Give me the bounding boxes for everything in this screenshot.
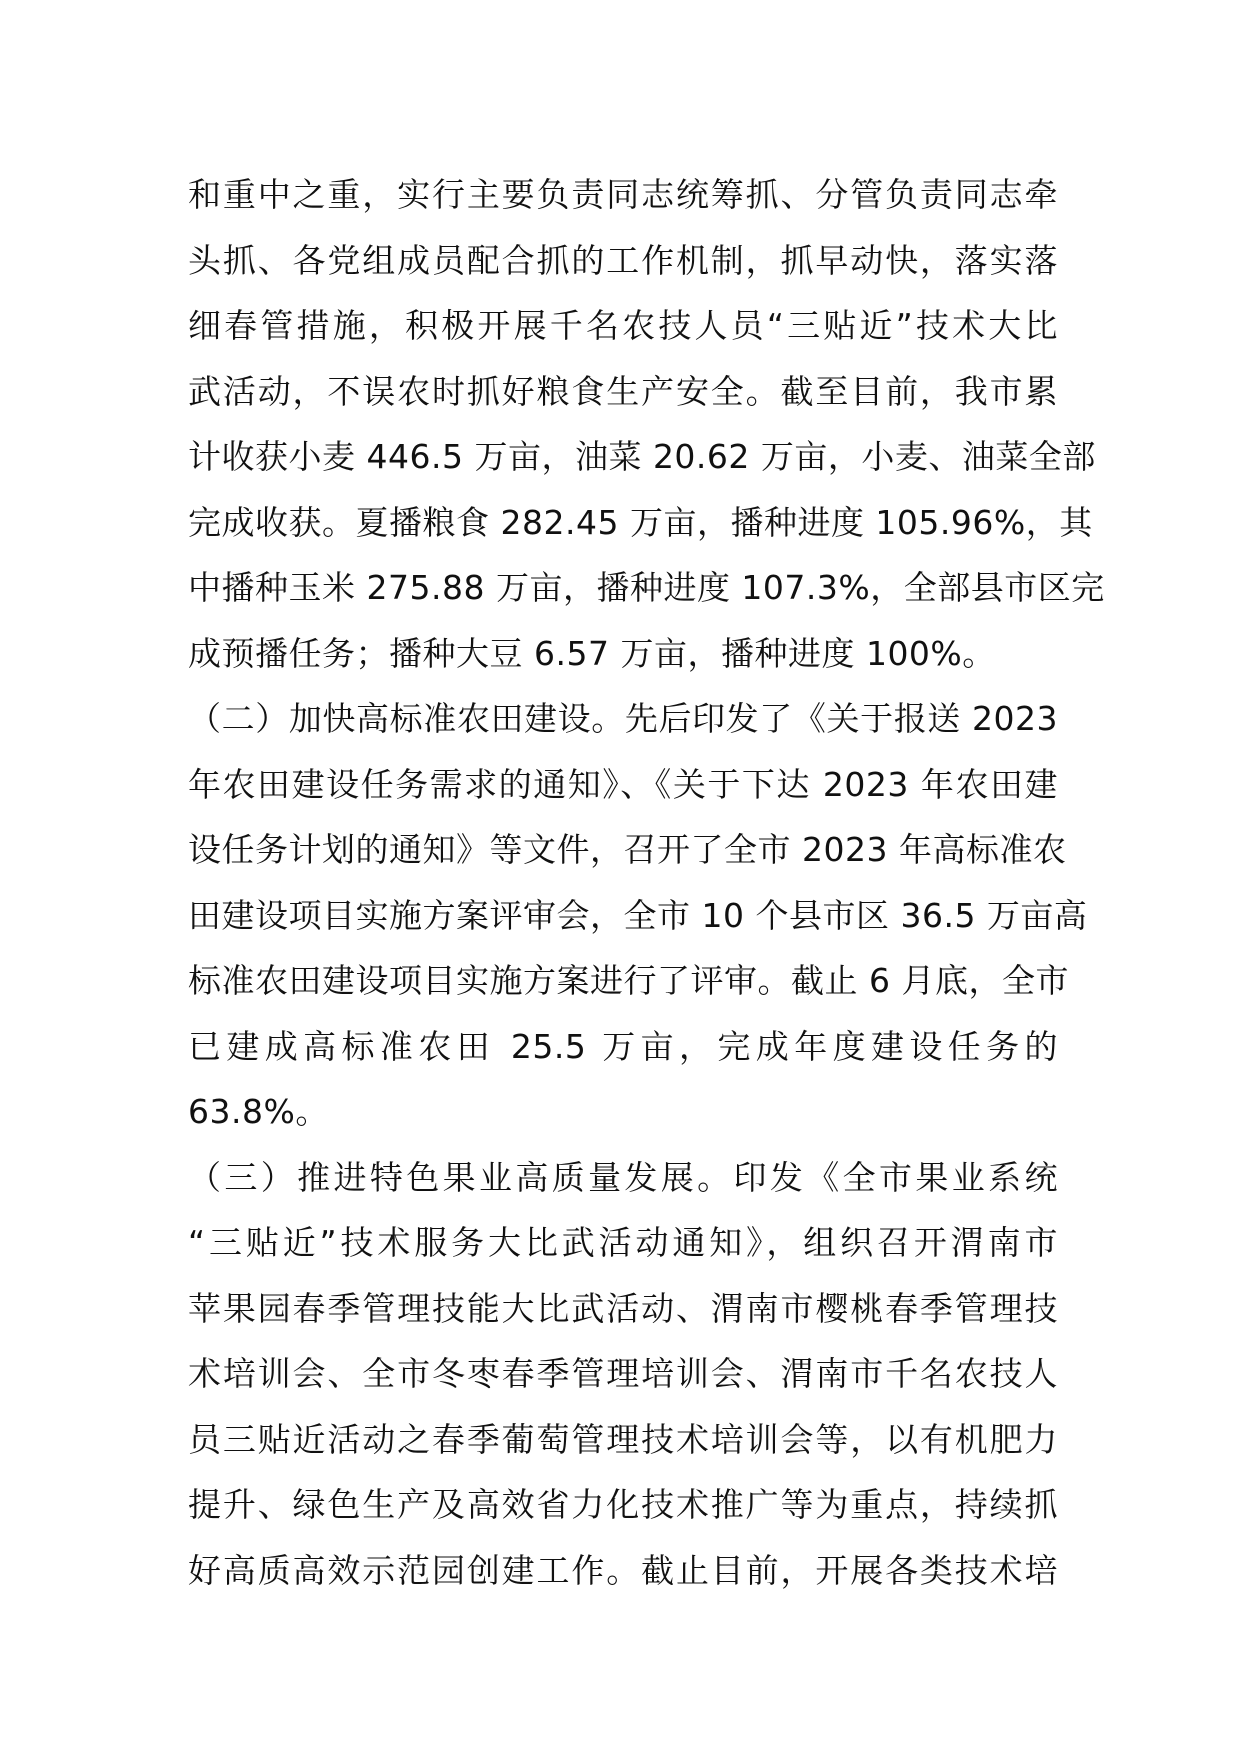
text-line: 员三贴近活动之春季葡萄管理技术培训会等，以有机肥力 (188, 1419, 1058, 1459)
text-line: 武活动，不误农时抓好粮食生产安全。截至目前，我市累 (188, 371, 1058, 411)
text-line: 头抓、各党组成员配合抓的工作机制，抓早动快，落实落 (188, 240, 1058, 280)
text-line: 和重中之重，实行主要负责同志统筹抓、分管负责同志牵 (188, 175, 1058, 214)
text-line: 标准农田建设项目实施方案进行了评审。截止 6 月底，全市 (188, 961, 1069, 1000)
text-line: 成预播任务；播种大豆 6.57 万亩，播种进度 100%。 (188, 633, 996, 673)
text-line: 苹果园春季管理技能大比武活动、渭南市樱桃春季管理技 (188, 1288, 1058, 1328)
document-body (188, 162, 1105, 1603)
text-line: 设任务计划的通知》等文件，召开了全市 2023 年高标准农 (188, 830, 1067, 869)
text-line: 术培训会、全市冬枣春季管理培训会、渭南市千名农技人 (188, 1354, 1058, 1393)
text-line: 63.8%。 (188, 1092, 329, 1131)
text-line: 细春管措施，积极开展千名农技人员“三贴近”技术大比 (188, 306, 1058, 345)
text-line: “三贴近”技术服务大比武活动通知》，组织召开渭南市 (188, 1223, 1058, 1262)
section-heading-line: （二）加快高标准农田建设。先后印发了《关于报送 2023 (188, 699, 1058, 738)
text-line: 完成收获。夏播粮食 282.45 万亩，播种进度 105.96%，其 (188, 502, 1093, 542)
text-line: 提升、绿色生产及高效省力化技术推广等为重点，持续抓 (188, 1485, 1058, 1524)
text-line: 中播种玉米 275.88 万亩，播种进度 107.3%，全部县市区完 (188, 568, 1105, 607)
section-heading-line: （三）推进特色果业高质量发展。印发《全市果业系统 (188, 1157, 1058, 1197)
text-line: 已建成高标准农田 25.5 万亩，完成年度建设任务的 (188, 1026, 1058, 1066)
text-line: 年农田建设任务需求的通知》、《关于下达 2023 年农田建 (188, 764, 1058, 804)
text-line: 好高质高效示范园创建工作。截止目前，开展各类技术培 (188, 1550, 1058, 1590)
text-line: 计收获小麦 446.5 万亩，油菜 20.62 万亩，小麦、油菜全部 (188, 437, 1096, 476)
text-line: 田建设项目实施方案评审会，全市 10 个县市区 36.5 万亩高 (188, 895, 1088, 935)
